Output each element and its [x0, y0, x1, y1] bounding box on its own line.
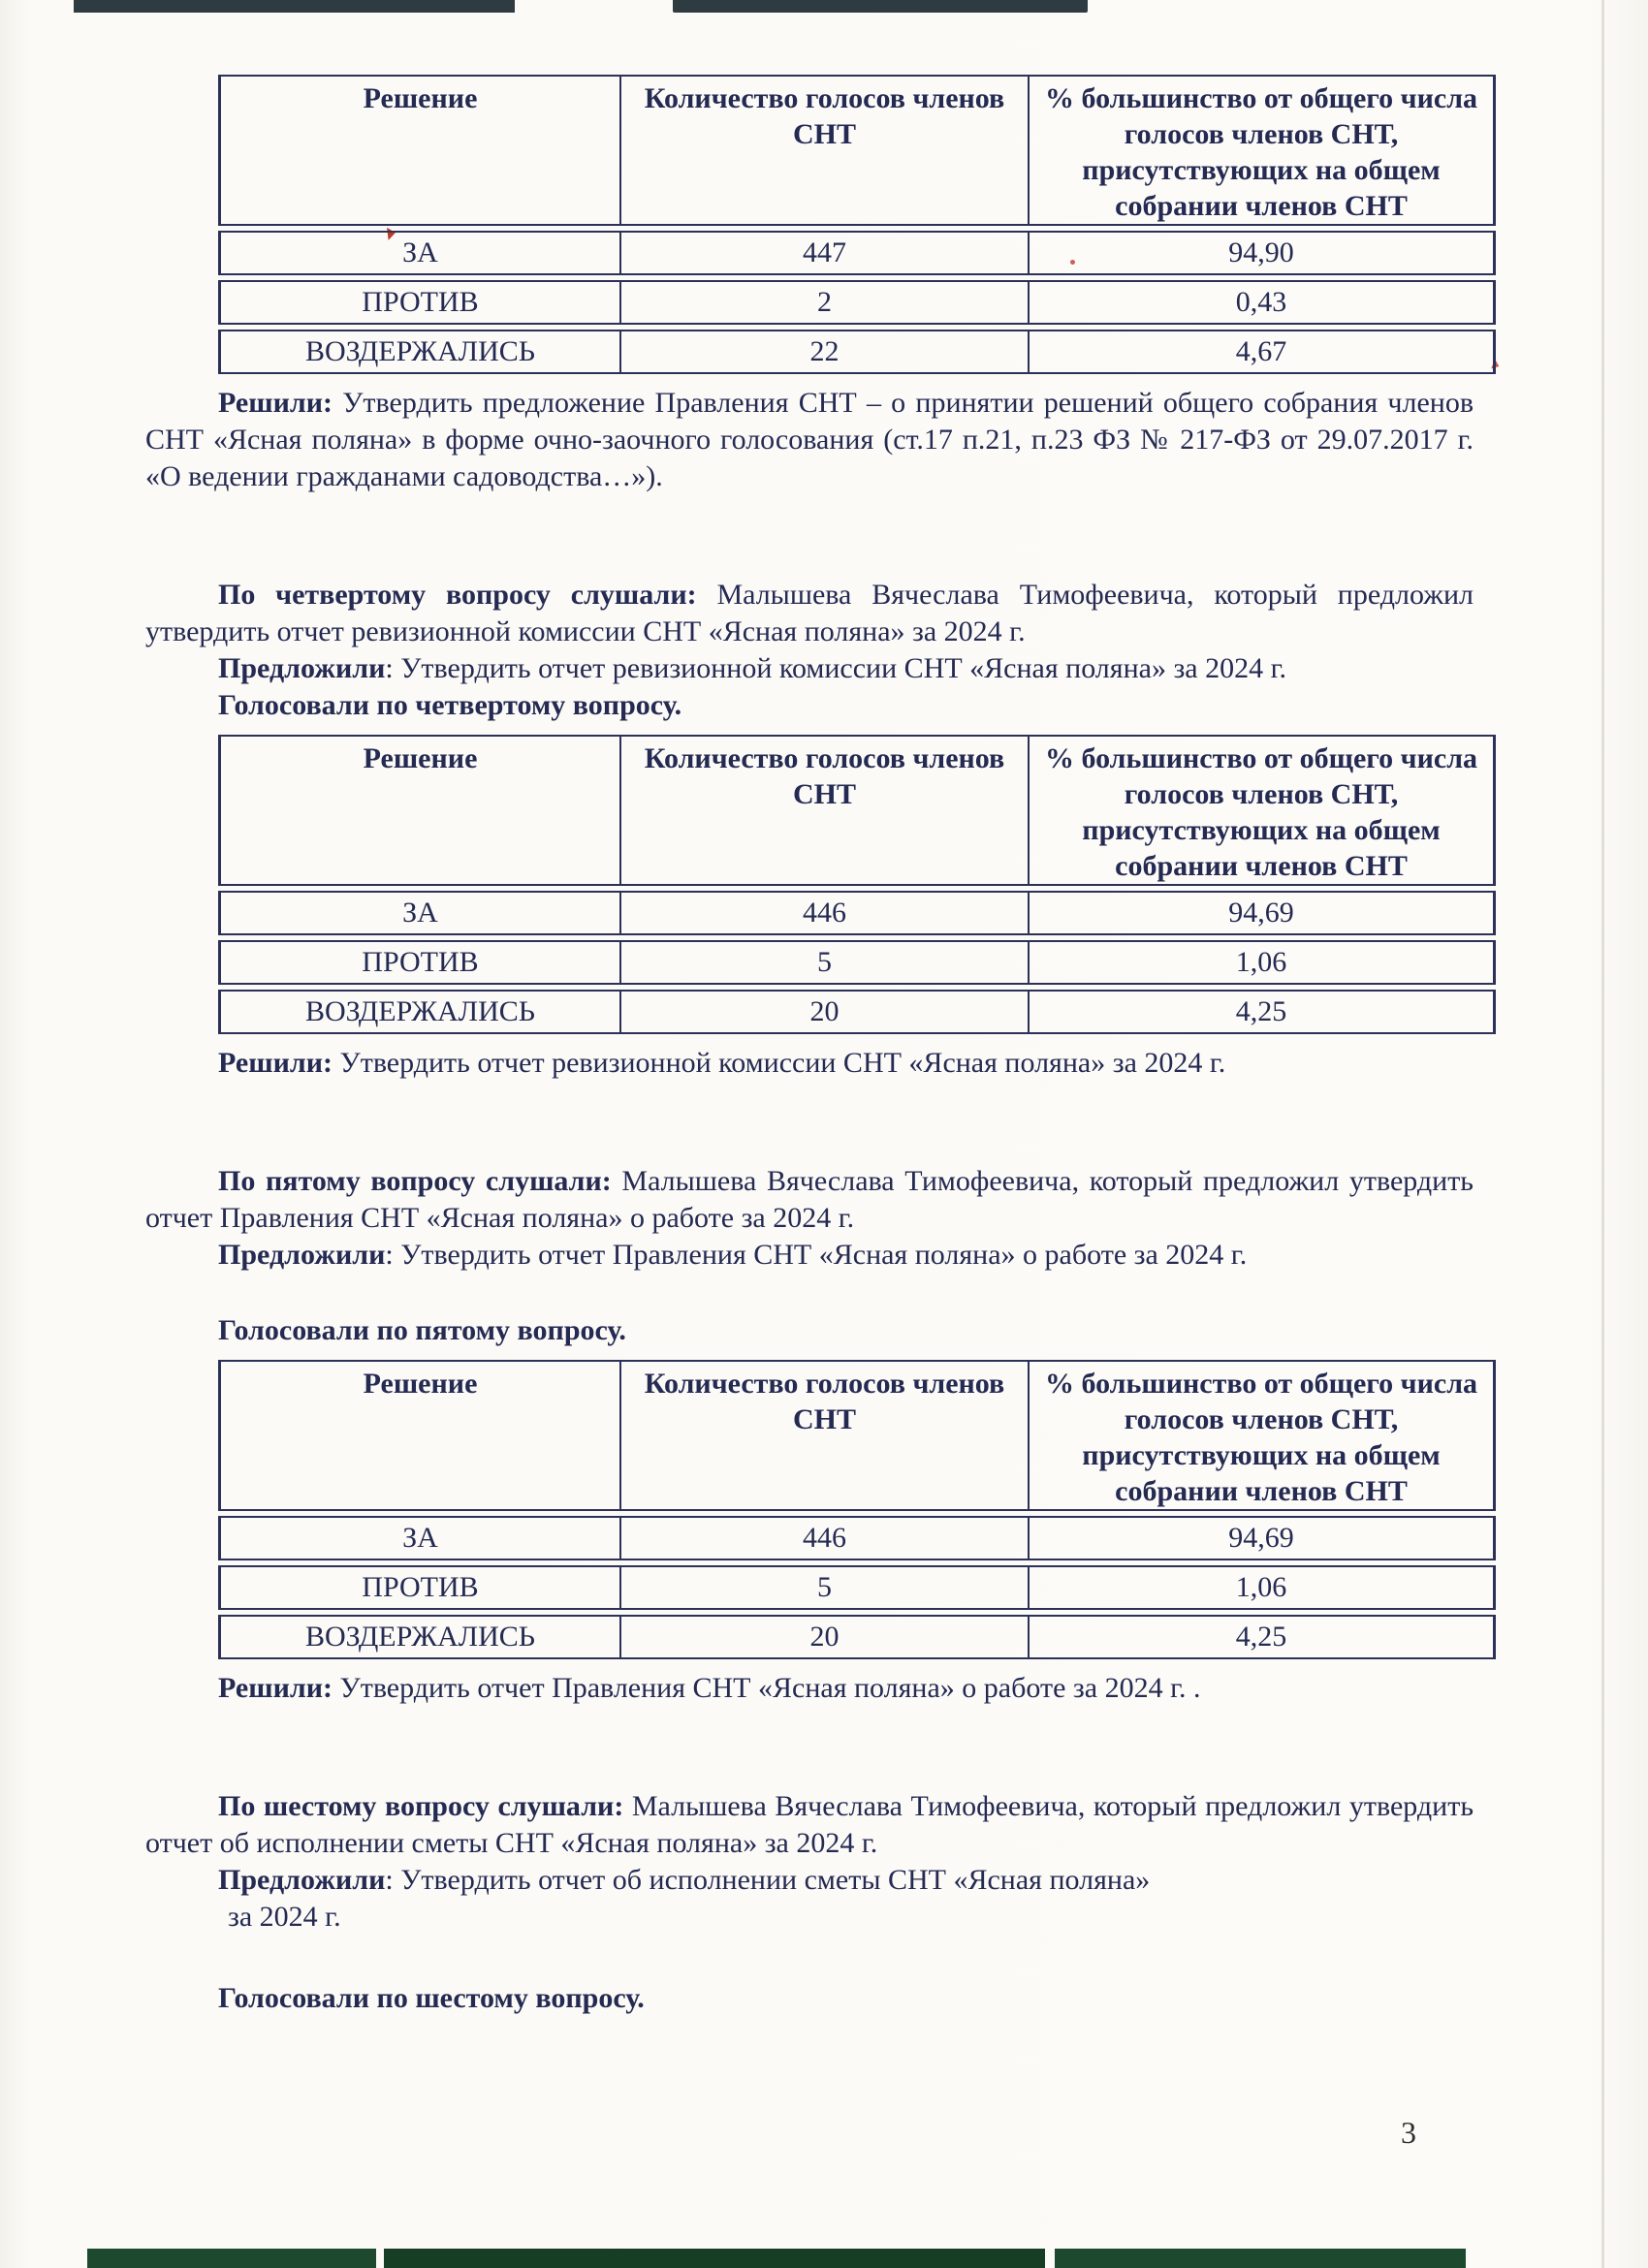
vote-percent-cell: 94,69: [1030, 1516, 1496, 1560]
heard-text: Малышева Вячеслава Тимофеевича, который предложил утвердить отчет ревизионной комиссии СНТ «Ясная поляна» за 2024 г.: [145, 579, 1474, 647]
vote-percent-cell: 1,06: [1030, 940, 1496, 985]
vote-table-header-row: [218, 1360, 1496, 1511]
vote-percent-cell: 4,25: [1030, 990, 1496, 1034]
resolved-label: Решили:: [218, 387, 333, 419]
vote-row-za: [218, 231, 1496, 275]
vote-count-cell: 446: [621, 891, 1030, 935]
vote-percent-cell: 1,06: [1030, 1565, 1496, 1610]
page-number: 3: [1401, 2115, 1416, 2150]
header-vote-count: Количество голосов членов СНТ: [621, 1360, 1030, 1511]
vote-count-cell: 446: [621, 1516, 1030, 1560]
header-percent-majority: % большинство от общего числа голосов членов СНТ, присутствующих на общем собрании членов СНТ: [1030, 75, 1496, 226]
section-question-4: [145, 577, 1478, 1082]
vote-count-cell: 20: [621, 990, 1030, 1034]
heard-text: Малышева Вячеслава Тимофеевича, который предложил утвердить отчет Правления СНТ «Ясная поляна» о работе за 2024 г.: [145, 1165, 1474, 1234]
heard-label: По четвертому вопросу слушали:: [218, 579, 697, 611]
vote-row-protiv: [218, 280, 1496, 325]
vote-row-vozderzhalis: [218, 990, 1496, 1034]
vote-percent-cell: 4,25: [1030, 1615, 1496, 1659]
vote-row-za: [218, 1516, 1496, 1560]
vote-option-cell: ЗА: [218, 231, 621, 275]
vote-row-vozderzhalis: [218, 1615, 1496, 1659]
header-vote-count: Количество голосов членов СНТ: [621, 75, 1030, 226]
heard-label: По пятому вопросу слушали:: [218, 1165, 612, 1197]
vote-table-header-row: [218, 735, 1496, 886]
vote-option-cell: ВОЗДЕРЖАЛИСЬ: [218, 1615, 621, 1659]
page-content: [145, 70, 1478, 2017]
scanner-line-artifact: [1601, 0, 1604, 2268]
vote-count-cell: 20: [621, 1615, 1030, 1659]
vote-table-question-3: [218, 70, 1496, 379]
proposed-text: : Утвердить отчет ревизионной комиссии СНТ «Ясная поляна» за 2024 г.: [385, 652, 1287, 684]
vote-option-cell: ЗА: [218, 891, 621, 935]
proposed-label: Предложили: [218, 1239, 386, 1271]
proposed-paragraph-q6-line2: за 2024 г.: [228, 1901, 341, 1933]
vote-count-cell: 5: [621, 1565, 1030, 1610]
vote-count-cell: 447: [621, 231, 1030, 275]
resolved-label: Решили:: [218, 1047, 333, 1079]
header-percent-majority: % большинство от общего числа голосов членов СНТ, присутствующих на общем собрании членов СНТ: [1030, 1360, 1496, 1511]
heard-label: По шестому вопросу слушали:: [218, 1790, 624, 1822]
vote-row-protiv: [218, 940, 1496, 985]
heard-paragraph-q5: [145, 1163, 1474, 1237]
proposed-label: Предложили: [218, 652, 386, 684]
scanner-edge-artifact: [87, 2249, 376, 2268]
heard-paragraph-q4: [145, 577, 1474, 650]
scanner-edge-artifact: [1055, 2249, 1466, 2268]
vote-row-vozderzhalis: [218, 330, 1496, 374]
vote-row-protiv: [218, 1565, 1496, 1610]
header-vote-count: Количество голосов членов СНТ: [621, 735, 1030, 886]
resolution-paragraph-q4: [145, 1045, 1474, 1082]
vote-option-cell: ВОЗДЕРЖАЛИСЬ: [218, 990, 621, 1034]
resolved-text: Утвердить предложение Правления СНТ – о принятии решений общего собрания членов СНТ «Ясная поляна» в форме очно-заочного голосования (ст.17 п.21, п.23 ФЗ № 217-ФЗ от 29.07.2017 г. «О ведении гражданами садоводства…»).: [145, 387, 1474, 492]
header-decision: Решение: [218, 75, 621, 226]
vote-count-cell: 22: [621, 330, 1030, 374]
vote-table-header-row: [218, 75, 1496, 226]
vote-percent-cell: 94,69: [1030, 891, 1496, 935]
vote-option-cell: ЗА: [218, 1516, 621, 1560]
vote-count-cell: 2: [621, 280, 1030, 325]
vote-option-cell: ПРОТИВ: [218, 1565, 621, 1610]
proposed-label: Предложили: [218, 1864, 386, 1896]
vote-option-cell: ВОЗДЕРЖАЛИСЬ: [218, 330, 621, 374]
resolution-paragraph-q5: [145, 1670, 1474, 1707]
section-question-5: [145, 1163, 1478, 1707]
vote-table-question-4: [218, 730, 1496, 1039]
resolution-paragraph-q3: [145, 385, 1474, 495]
header-percent-majority: % большинство от общего числа голосов членов СНТ, присутствующих на общем собрании членов СНТ: [1030, 735, 1496, 886]
heard-paragraph-q6: [145, 1788, 1474, 1862]
vote-percent-cell: 4,67: [1030, 330, 1496, 374]
scanner-edge-artifact: [74, 0, 515, 13]
proposed-paragraph-q4: [145, 650, 1474, 687]
resolved-label: Решили:: [218, 1672, 333, 1704]
proposed-text: : Утвердить отчет об исполнении сметы СНТ «Ясная поляна»: [385, 1864, 1151, 1896]
vote-table-question-5: [218, 1355, 1496, 1664]
vote-option-cell: ПРОТИВ: [218, 940, 621, 985]
vote-percent-cell: 0,43: [1030, 280, 1496, 325]
resolved-text: Утвердить отчет Правления СНТ «Ясная поляна» о работе за 2024 г. .: [332, 1672, 1201, 1704]
scanner-edge-artifact: [673, 0, 1088, 13]
vote-percent-cell: 94,90: [1030, 231, 1496, 275]
vote-row-za: [218, 891, 1496, 935]
vote-option-cell: ПРОТИВ: [218, 280, 621, 325]
header-decision: Решение: [218, 735, 621, 886]
vote-count-cell: 5: [621, 940, 1030, 985]
voted-heading-q5: Голосовали по пятому вопросу.: [218, 1314, 626, 1346]
header-decision: Решение: [218, 1360, 621, 1511]
scanner-edge-artifact: [384, 2249, 1045, 2268]
proposed-text: : Утвердить отчет Правления СНТ «Ясная поляна» о работе за 2024 г.: [385, 1239, 1248, 1271]
heard-text: Малышева Вячеслава Тимофеевича, который предложил утвердить отчет об исполнении сметы СНТ «Ясная поляна» за 2024 г.: [145, 1790, 1474, 1859]
proposed-paragraph-q6: [145, 1862, 1474, 1899]
section-question-6: [145, 1788, 1474, 2017]
voted-heading-q4: Голосовали по четвертому вопросу.: [218, 689, 682, 721]
proposed-paragraph-q5: [145, 1237, 1474, 1274]
voted-heading-q6: Голосовали по шестому вопросу.: [218, 1982, 645, 2014]
resolved-text: Утвердить отчет ревизионной комиссии СНТ «Ясная поляна» за 2024 г.: [332, 1047, 1226, 1079]
